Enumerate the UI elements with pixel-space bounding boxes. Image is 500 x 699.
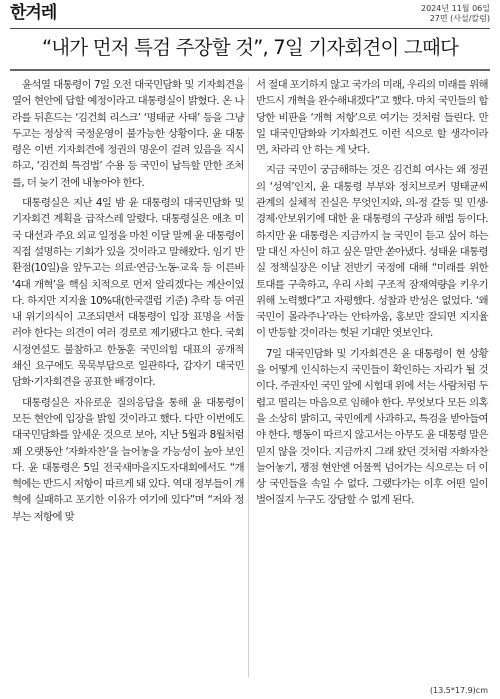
right-column xyxy=(256,77,488,513)
publication-info xyxy=(421,4,490,24)
masthead-rule xyxy=(10,28,490,29)
left-column xyxy=(12,77,244,529)
publication-date: 2024년 11월 06일 xyxy=(421,4,490,13)
paragraph: 대통령실은 자유로운 질의응답을 통해 윤 대통령이 모든 현안에 입장을 밝힐 것이라고 했다. 다만 이번에도 대국민담화를 앞세운 것으로 보아, 지난 5월과 8월처럼 꽤 오랫동안 ‘자화자찬’을 늘어놓을 가능성이 높아 보인다. 윤 대통령은 5일 전국새마을지도자대회에서도 “개혁에는 반드시 저항이 따르게 돼 있다. 역대 정부들이 개혁에 실패하고 포기한 이유가 여기에 있다”며 “저와 정부는 저항에 맞 xyxy=(12,396,244,523)
paragraph: 7일 대국민담화 및 기자회견은 윤 대통령이 현 상황을 어떻게 인식하는지 국민들이 확인하는 자리가 될 것이다. 주권자인 국민 앞에 시험대 위에 서는 사람처럼 두렵고 떨리는 마음으로 임해야 한다. 무엇보다 모든 의혹을 소상히 밝히고, 국민에게 사과하고, 특검을 받아들여야 한다. 행동이 따르지 않고서는 아무도 윤 대통령 말은 믿지 않을 것이다. 지금까지 그래 왔던 것처럼 자화자찬 늘어놓기, 쟁점 현안엔 어물쩍 넘어가는 식으로는 더 이상 국민들을 속일 수 없다. 그랬다가는 이후 어떤 일이 벌어질지 누구도 장담할 수 없게 된다. xyxy=(256,347,488,507)
column-divider xyxy=(248,77,249,677)
paragraph: 대통령실은 지난 4일 밤 윤 대통령의 대국민담화 및 기자회견 계획을 급작스레 알렸다. 대통령실은 애초 미국 대선과 주요 외교 일정을 마친 이달 말께 윤 대통령이 직접 설명하는 기회가 있을 것이라고 말해왔다. 임기 반환점(10일)을 앞두고는 의료·연금·노동·교육 등 이른바 ‘4대 개혁’을 핵심 치적으로 먼저 알리겠다는 계산이었다. 하지만 지지율 10%대(한국갤럽 기준) 추락 등 여권 내 위기의식이 고조되면서 대통령이 입장 표명을 서둘러야 한다는 의견이 여러 경로로 제기됐다고 한다. 국회 시정연설도 불참하고 한동훈 국민의힘 대표의 공개적 쇄신 요구에도 묵묵부답으로 일관하다, 갑자기 대국민담화·기자회견을 공표한 배경이다. xyxy=(12,197,244,389)
paragraph: 윤석열 대통령이 7일 오전 대국민담화 및 기자회견을 열어 현안에 답할 예정이라고 대통령실이 밝혔다. 온 나라를 뒤흔드는 ‘김건희 리스크’ ‘명태균 사태’ 등을 그냥 두고는 정상적 국정운영이 불가능한 상황이다. 윤 대통령은 이번 기자회견에 정권의 명운이 걸려 있음을 직시하고, ‘김건희 특검법’ 수용 등 국민이 납득할 만한 조처를, 더 늦기 전에 내놓아야 한다. xyxy=(12,79,244,189)
headline-rule xyxy=(10,69,490,71)
headline: “내가 먼저 특검 주장할 것”, 7일 기자회견이 그때다 xyxy=(41,36,459,59)
masthead xyxy=(10,2,490,28)
newspaper-logo: 한겨레 xyxy=(10,3,57,23)
paragraph: 지금 국민이 궁금해하는 것은 김건희 여사는 왜 정권의 ‘성역’인지, 윤 대통령 부부와 정치브로커 명태균씨 관계의 실체적 진실은 무엇인지와, 의-정 갈등 및 민생·경제·안보위기에 대한 윤 대통령의 구상과 해법 등이다. 하지만 윤 대통령은 지금까지 늘 국민이 듣고 싶어 하는 말 대신 자신이 하고 싶은 말만 쏟아냈다. 성태윤 대통령실 정책실장은 이날 전반기 국정에 대해 “미래를 위한 토대를 구축하고, 우리 사회 구조적 잠재역량을 키우기 위해 노력했다”고 자평했다. 성찰과 반성은 없었다. ‘왜 국민이 몰라주나’라는 안타까움, 홍보만 잘되면 지지율이 반등할 것이라는 헛된 기대만 엿보인다. xyxy=(256,164,488,340)
paragraph: 서 절대 포기하지 않고 국가의 미래, 우리의 미래를 위해 반드시 개혁을 완수해내겠다”고 했다. 마치 국민들의 합당한 비판을 ‘개혁 저항’으로 여기는 것처럼 들린다. 만일 대국민담화와 기자회견도 이런 식으로 할 생각이라면, 차라리 안 하는 게 낫다. xyxy=(256,79,488,157)
article-size: (13.5*17.9)cm xyxy=(429,686,488,695)
page-section: 27면 (사설/칼럼) xyxy=(429,14,490,23)
